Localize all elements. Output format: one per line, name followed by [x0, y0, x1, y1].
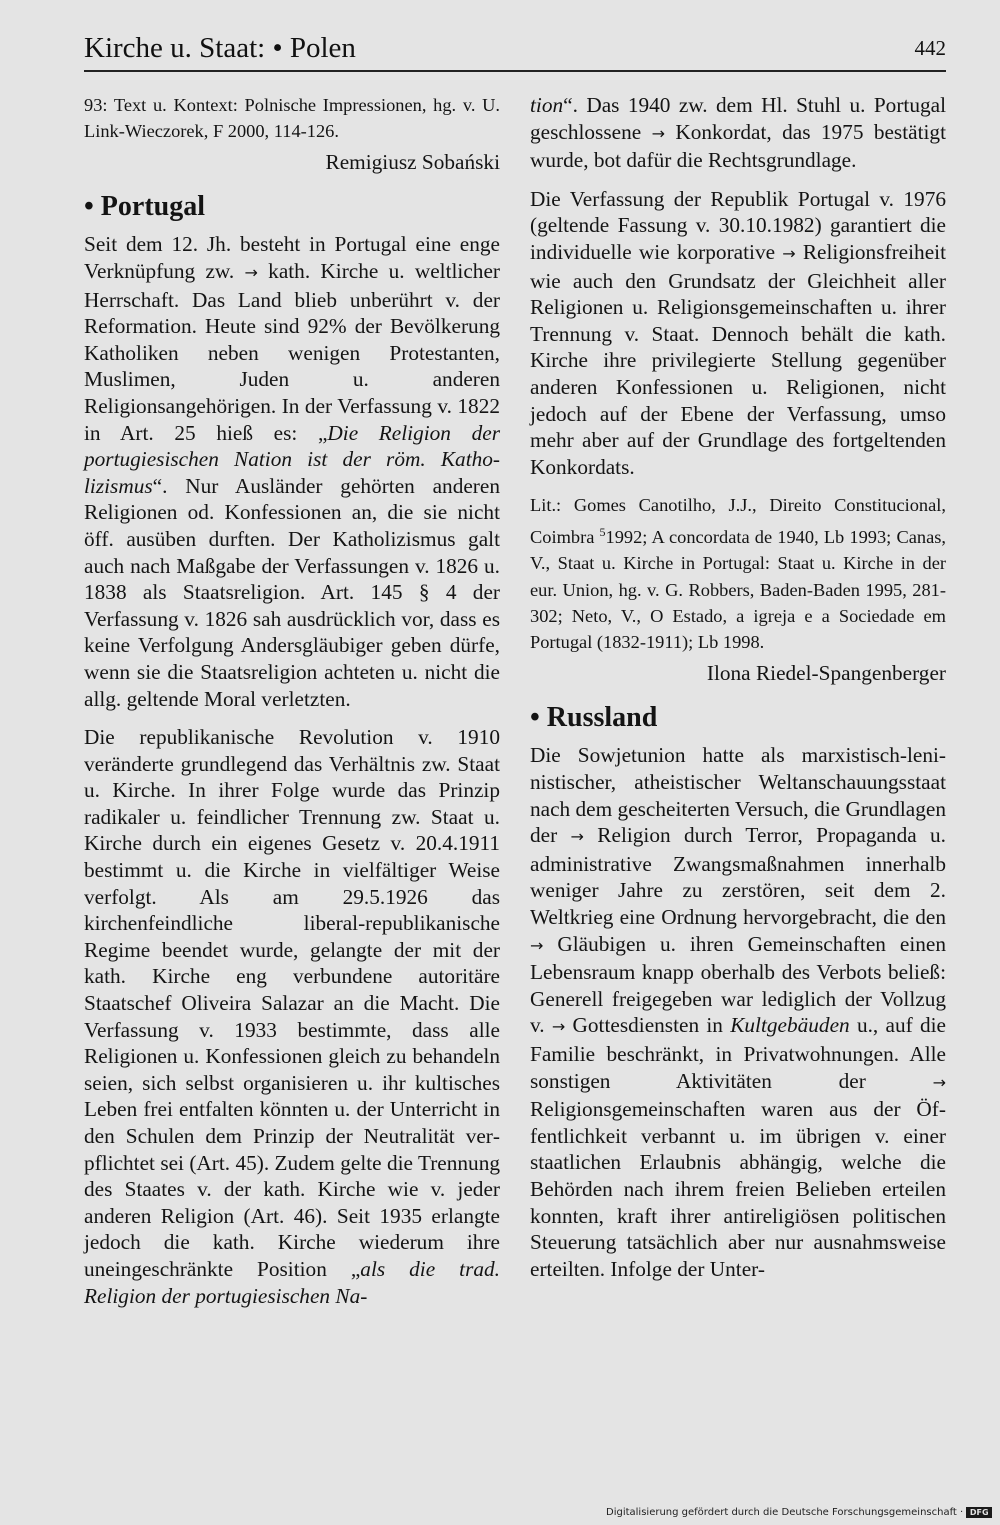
- running-head: [84, 28, 946, 68]
- digitization-footer: Digitalisierung gefördert durch die Deutsche Forschungsgemeinschaft · DFG: [606, 1506, 986, 1520]
- header-rule: [84, 70, 946, 72]
- paragraph: tion“. Das 1940 zw. dem Hl. Stuhl u. Portugal geschlossene → Konkordat, das 1975 bestätigt wurde, bot dafür die Rechtsgrundlage.: [530, 93, 946, 173]
- arrow-icon: →: [782, 243, 796, 263]
- emphasis: Kultgebäuden: [730, 1013, 850, 1038]
- paragraph: Die Sowjetunion hatte als marxistisch-leninistischer, atheistischer Weltanschauungsstaat nach dem gescheiterten Versuch, die Grundlagen der → Religion durch Terror, Propaganda u. administrative Zwangsmaßnahmen innerhalb weniger Jahre zu zerstören, seit dem 2. Weltkrieg eine Ordnung hervorgebracht, die den → Gläubigen u. ihren Gemeinschaften einen Lebensraum knapp oberhalb des Verbots beließ: Generell freigegeben war lediglich der Vollzug v. → Gottesdiensten in Kultgebäuden u., auf die Familie beschränkt, in Privatwohnungen. Alle sonstigen Aktivitäten der → Religionsgemeinschaften waren aus der Öffentlichkeit verbannt u. im übrigen v. einer staatlichen Erlaubnis abhängig, welche die Behörden nach ihrem freien Belieben erteilen konnten, kraft ihrer antireligiösen politischen Steuerung tatsächlich aber nur ausnahmsweise erteilten. Infolge der Unter-: [530, 743, 946, 1281]
- author-signature: Remigiusz Sobański: [325, 149, 500, 174]
- arrow-icon: →: [244, 263, 258, 282]
- heading-russland: • Russland: [530, 702, 658, 734]
- paragraph: Die republikanische Revolution v. 1910 veränderte grundlegend das Verhältnis zw. Staat u. Kirche. In ihrer Folge wurde das Prinzip radikaler u. feindlicher Trennung zw. Staat u. Kirche durch ein eigenes Gesetz v. 20.4.1911 bestimmt u. die Kirche in vielfältiger Weise verfolgt. Als am 29.5.1926 das kirchenfeindliche liberal-republikanische Regime beendet wurde, gelangte der mit der kath. Kirche eng verbundene autoritäre Staatschef Oliveira Salazar an die Macht. Die Verfassung v. 1933 bestimmte, dass alle Religionen u. Konfessionen gleich zu behandeln seien, sich selbst organisieren u. ihr kultisches Leben frei entfalten könnten u. der Unterricht in den Schulen dem Prinzip der Neutralität verpflichtet sei (Art. 45). Zudem gelte die Trennung des Staates v. der kath. Kirche wie v. jeder anderen Religion (Art. 46). Seit 1935 erlangte jedoch die kath. Kirche wiederum ihre uneingeschränkte Position „als die trad. Religion der portugiesischen Na-: [84, 725, 500, 1308]
- page-number: 442: [914, 36, 946, 60]
- running-head-title: Kirche u. Staat: • Polen: [84, 32, 356, 64]
- arrow-icon: →: [530, 935, 544, 955]
- author-signature: Ilona Riedel-Spangenberger: [706, 660, 946, 685]
- quote: tion: [530, 93, 564, 117]
- arrow-icon: →: [570, 827, 584, 847]
- quote: Die Religion der portugiesischen Nation ist der röm. Katholizismus: [84, 420, 500, 498]
- arrow-icon: →: [651, 123, 665, 143]
- arrow-icon: →: [932, 1072, 946, 1092]
- paragraph: Seit dem 12. Jh. besteht in Portugal eine enge Verknüpfung zw. → kath. Kirche u. weltlicher Herrschaft. Das Land blieb unberührt v. der Reformation. Heute sind 92% der Bevölkerung Katholiken neben wenigen Protestanten, Muslimen, Juden u. anderen Religionsangehörigen. In der Verfassung v. 1822 in Art. 25 hieß es: „Die Religion der portugiesischen Nation ist der röm. Katholizismus“. Nur Ausländer gehörten anderen Religionen od. Konfessionen an, die sie nicht öff. ausüben durften. Der Katholizismus galt auch nach Maßgabe der Verfassungen v. 1826 u. 1838 als Staatsreligion. Art. 145 § 4 der Verfassung v. 1826 sah ausdrücklich vor, dass es keine Verfolgung Andersgläubiger geben dürfe, wenn sie die Staatsreligion achteten u. nicht die allg. geltende Moral verletzten.: [84, 232, 500, 711]
- paragraph: Die Verfassung der Republik Portugal v. 1976 (geltende Fassung v. 30.10.1982) garantiert die individuelle wie korporative → Religionsfreiheit wie auch den Grundsatz der Gleichheit aller Religionen u. Religionsgemeinschaften u. ihrer Trennung v. Staat. Dennoch behält die kath. Kirche ihre privilegierte Stellung gegenüber anderen Konfessionen u. Religionen, nicht jedoch auf der Ebene der Verfassung, umso mehr aber auf der Grundlage des fortgeltenden Konkordats.: [530, 186, 946, 479]
- arrow-icon: →: [551, 1017, 566, 1037]
- right-column: [530, 92, 946, 1282]
- left-column: [84, 92, 500, 1309]
- heading-portugal: • Portugal: [84, 191, 206, 223]
- literature-end: 93: Text u. Kontext: Polnische Impressionen, hg. v. U. Link-Wieczorek, F 2000, 114-126.: [84, 95, 500, 142]
- dfg-logo: DFG: [966, 1507, 992, 1518]
- quote: als die trad. Religion der portugiesischen Na-: [84, 1256, 500, 1308]
- literature: Lit.: Gomes Canotilho, J.J., Direito Constitucional, Coimbra $^5$1992; A concordata de 1940, Lb 1993; Canas, V., Staat u. Kirche in Portugal: Staat u. Kirche in der eur. Union, hg. v. G. Robbers, Baden-Baden 1995, 281-302; Neto, V., O Estado, a igreja e a Sociedade em Portugal (1832-1911); Lb 1998.: [530, 495, 946, 653]
